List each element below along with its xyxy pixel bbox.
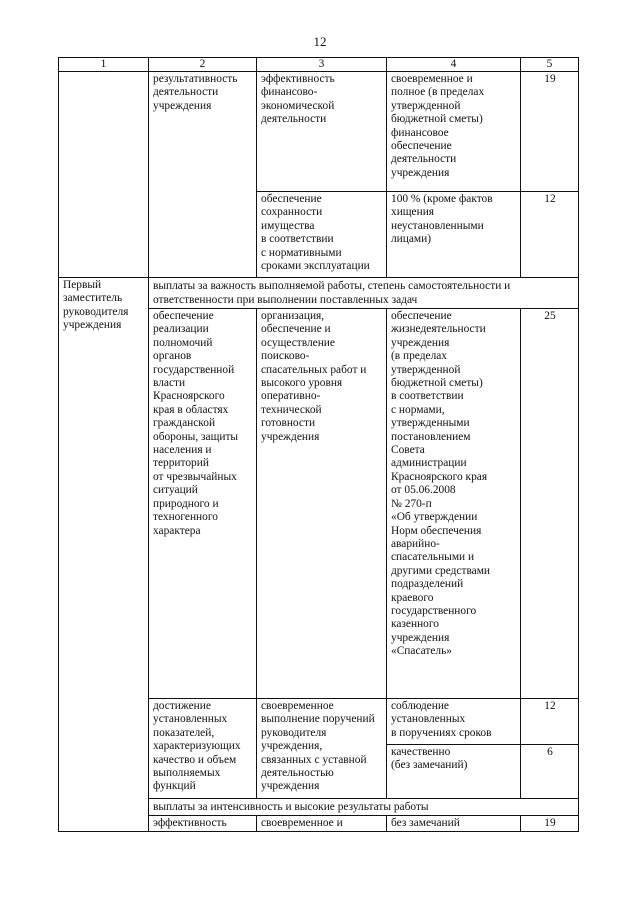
criteria-table (58, 57, 579, 832)
section-title: выплаты за важность выполняемой работы, степень самостоятельности и ответственности при выполнении поставленных задач (149, 278, 579, 309)
header-col-1: 1 (59, 58, 149, 72)
points-cell: 25 (521, 309, 579, 699)
indicator-cell: обеспечение жизнедеятельности учреждения (в пределах утвержденной бюджетной сметы) в соответствии с нормами, утвержденными постановлением Совета администрации Красноярского края от 05.06.2008 № 270-п «Об утверждении Норм обеспечения аварийно- спасательными и другими средствами подразделений краевого государственного казенного учреждения «Спасатель» (387, 309, 521, 699)
points-cell: 6 (521, 745, 579, 799)
header-col-5: 5 (521, 58, 579, 72)
section-row (59, 278, 579, 309)
indicator-cell: 100 % (кроме фактов хищения неустановленными лицами) (387, 192, 521, 278)
condition-cell: своевременное и (257, 816, 387, 832)
condition-cell: эффективность финансово- экономической деятельности (257, 72, 387, 192)
position-cell: Первый заместитель руководителя учреждения (59, 278, 149, 832)
header-col-4: 4 (387, 58, 521, 72)
criterion-cell: результативность деятельности учреждения (149, 72, 257, 278)
header-col-2: 2 (149, 58, 257, 72)
header-col-3: 3 (257, 58, 387, 72)
points-cell: 19 (521, 816, 579, 832)
criterion-cell: эффективность (149, 816, 257, 832)
points-cell: 12 (521, 699, 579, 745)
position-cell-empty (59, 72, 149, 278)
indicator-cell: соблюдение установленных в поручениях сроков (387, 699, 521, 745)
indicator-cell: без замечаний (387, 816, 521, 832)
indicator-cell: своевременное и полное (в пределах утвержденной бюджетной сметы) финансовое обеспечение деятельности учреждения (387, 72, 521, 192)
points-cell: 12 (521, 192, 579, 278)
criterion-cell: достижение установленных показателей, характеризующих качество и объем выполняемых функций (149, 699, 257, 799)
page-number: 12 (313, 34, 327, 49)
header-row (59, 58, 579, 72)
indicator-cell: качественно (без замечаний) (387, 745, 521, 799)
condition-cell: организация, обеспечение и осуществление поисково- спасательных работ и высокого уровня оперативно- технической готовности учреждения (257, 309, 387, 699)
section-title: выплаты за интенсивность и высокие результаты работы (149, 799, 579, 816)
condition-cell: обеспечение сохранности имущества в соответствии с нормативными сроками эксплуатации (257, 192, 387, 278)
points-cell: 19 (521, 72, 579, 192)
table-row (59, 72, 579, 192)
condition-cell: своевременное выполнение поручений руководителя учреждения, связанных с уставной деятельностью учреждения (257, 699, 387, 799)
criterion-cell: обеспечение реализации полномочий органов государственной власти Красноярского края в областях гражданской обороны, защиты населения и территорий от чрезвычайных ситуаций природного и техногенного характера (149, 309, 257, 699)
